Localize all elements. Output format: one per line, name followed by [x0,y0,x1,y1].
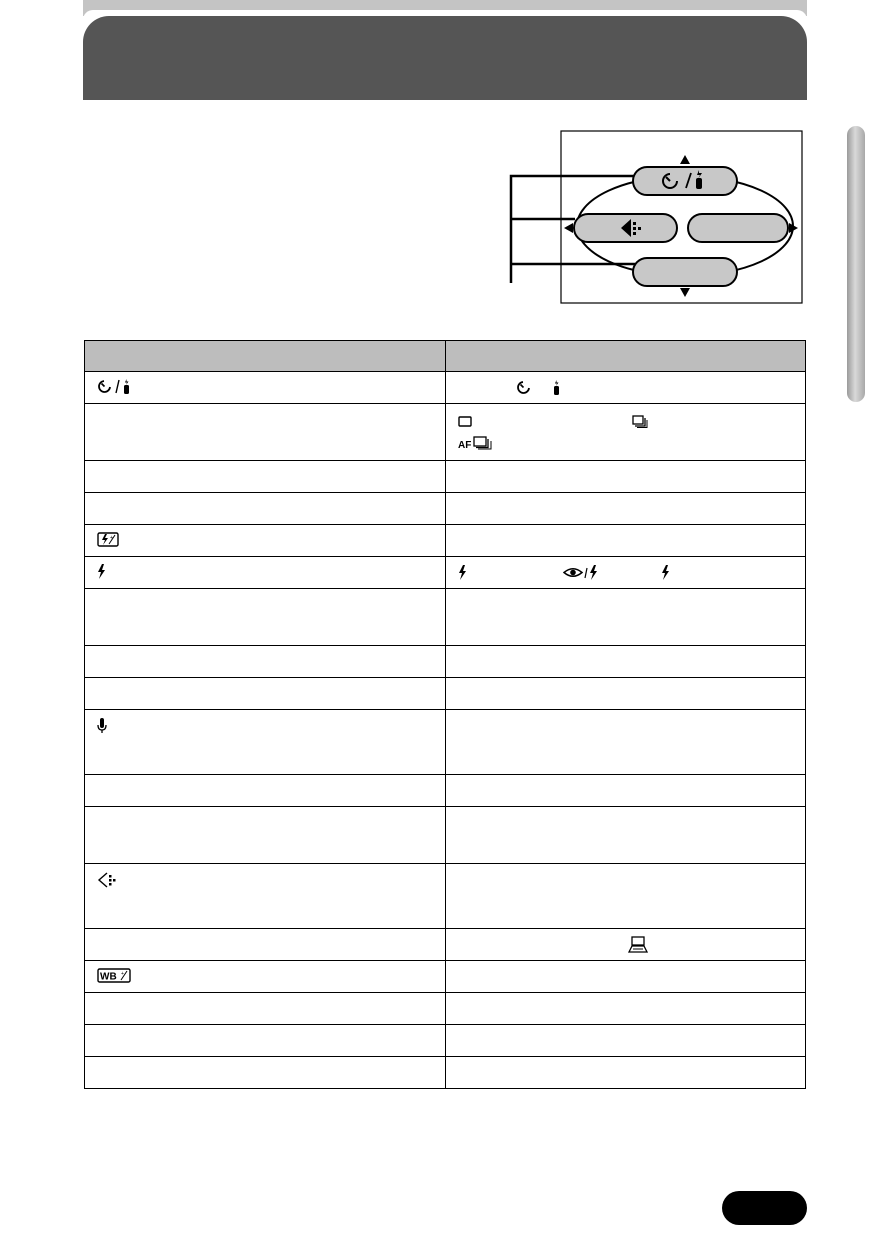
item-cell [85,775,446,807]
item-cell [85,404,446,461]
table-row [85,493,806,525]
setting-cell [445,461,806,493]
table-row [85,678,806,710]
table-row [85,461,806,493]
setting-cell [445,1057,806,1089]
quality-icon [97,872,119,888]
setting-cell [445,557,806,589]
page-number-badge [722,1191,807,1225]
table-row [85,1057,806,1089]
item-cell [85,1025,446,1057]
table-row [85,372,806,404]
header-banner [83,16,807,100]
setting-cell [445,993,806,1025]
self-timer-icon [97,379,112,394]
table-row [85,807,806,864]
item-cell [85,557,446,589]
arrow-pad-diagram [500,130,806,306]
table-header-setting [445,341,806,372]
setting-cell [445,372,806,404]
table-header-row [85,341,806,372]
setting-cell [445,646,806,678]
side-tab [847,126,865,402]
setting-cell [445,864,806,929]
self-timer-icon [516,380,531,395]
table-row [85,404,806,461]
item-cell [85,372,446,404]
setting-cell [445,929,806,961]
wb-compensation-icon [97,968,131,983]
table-row [85,993,806,1025]
item-cell [85,710,446,775]
button-down[interactable] [633,258,737,286]
setting-cell [445,1025,806,1057]
svg-text:+: + [121,970,124,977]
table-row [85,710,806,775]
setting-cell [445,961,806,993]
table-row [85,646,806,678]
remote-icon [553,380,560,395]
item-cell [85,678,446,710]
table-row [85,961,806,993]
item-cell [85,993,446,1025]
setting-cell [445,710,806,775]
flash-icon [458,565,467,580]
item-cell [85,461,446,493]
flash-off-icon [661,565,670,580]
table-row [85,864,806,929]
setting-cell [445,404,806,461]
remote-icon [123,379,130,394]
item-cell [85,589,446,646]
red-eye-flash-icon [563,565,599,580]
item-cell [85,493,446,525]
button-up[interactable] [633,167,737,195]
table-row [85,557,806,589]
setting-cell [445,493,806,525]
item-cell [85,929,446,961]
item-cell [85,807,446,864]
microphone-icon [97,718,107,734]
item-cell [85,961,446,993]
af-sequential-icon [458,436,494,450]
menu-table [84,340,806,1089]
setting-cell [445,775,806,807]
item-cell [85,646,446,678]
button-right[interactable] [688,214,788,242]
print-icon [628,936,648,953]
button-left[interactable] [574,214,677,242]
setting-cell [445,678,806,710]
item-cell [85,1057,446,1089]
svg-text:+: + [110,534,113,541]
setting-cell [445,589,806,646]
svg-text:WB: WB [100,971,117,982]
table-row [85,1025,806,1057]
flash-icon [97,564,106,579]
table-row [85,775,806,807]
svg-text:AF: AF [457,439,471,450]
item-cell [85,864,446,929]
item-cell [85,525,446,557]
single-frame-icon [458,416,472,427]
table-row [85,929,806,961]
setting-cell [445,807,806,864]
flash-compensation-icon [97,532,119,547]
table-header-item [85,341,446,372]
setting-cell [445,525,806,557]
table-row [85,589,806,646]
table-row [85,525,806,557]
sequential-icon [632,415,648,428]
